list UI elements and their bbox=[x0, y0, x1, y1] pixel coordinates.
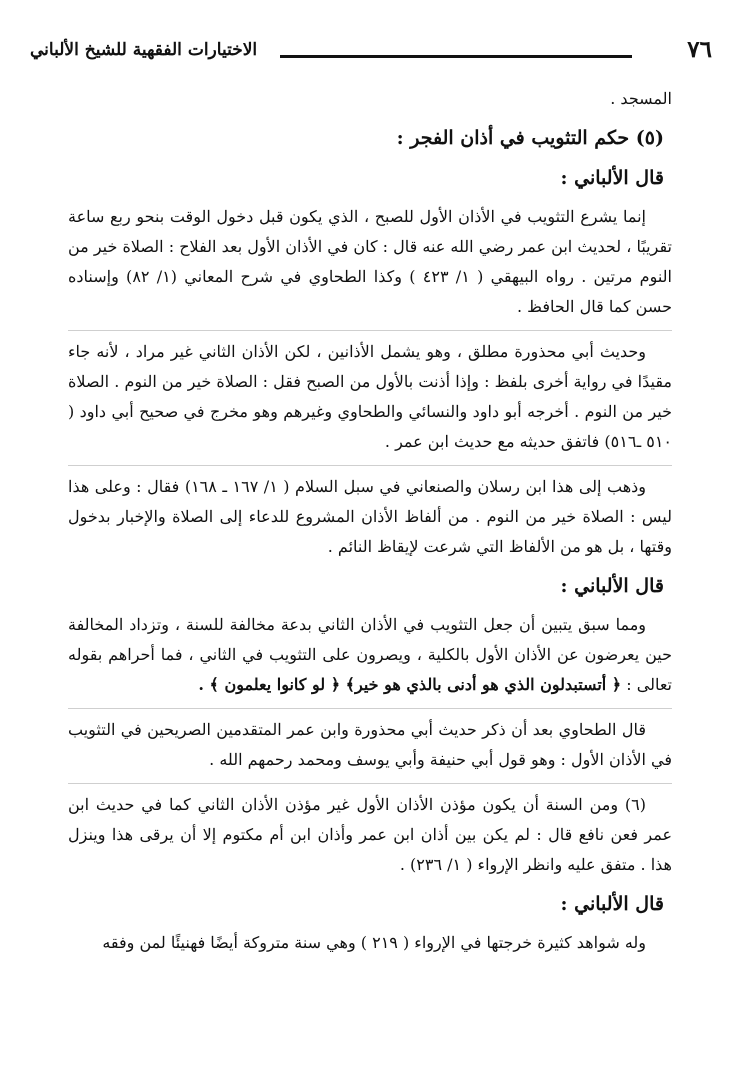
paragraph-4-text: ومما سبق يتبين أن جعل التثويب في الأذان الثاني بدعة مخالفة للسنة ، وتزداد المخالفة حين يعرضون عن الأذان الأول بالكلية ، ويصرون على التثويب في الثاني ، فما أحراهم بقوله تعالى : bbox=[68, 615, 672, 694]
paragraph-7: وله شواهد كثيرة خرجتها في الإرواء ( ٢١٩ ) وهي سنة متروكة أيضًا فهنيئًا لمن وفقه bbox=[102, 933, 646, 952]
separator bbox=[68, 783, 672, 784]
separator bbox=[68, 465, 672, 466]
heading-albani-2: قال الألباني : bbox=[560, 575, 664, 597]
heading-albani-1: قال الألباني : bbox=[560, 167, 664, 189]
separator bbox=[68, 330, 672, 331]
paragraph-3: وذهب إلى هذا ابن رسلان والصنعاني في سبل السلام ( ١/ ١٦٧ ـ ١٦٨) فقال : وعلى هذا ليس : الصلاة خير من النوم . من ألفاظ الأذان المشروع للدعاء إلى الصلاة والإخبار بدخول وقتها ، بل هو من الألفاظ التي شرعت لإيقاظ النائم . bbox=[68, 477, 672, 556]
separator bbox=[68, 708, 672, 709]
paragraph-4 bbox=[68, 610, 672, 700]
quran-quote: ﴿ أتستبدلون الذي هو أدنى بالذي هو خير﴾ ﴿ لو كانوا يعلمون ﴾ . bbox=[198, 675, 622, 694]
page-body bbox=[68, 84, 672, 966]
heading-albani-3: قال الألباني : bbox=[560, 893, 664, 915]
page-number: ٧٦ bbox=[687, 36, 712, 63]
paragraph-top: المسجد . bbox=[610, 89, 672, 108]
paragraph-6: (٦) ومن السنة أن يكون مؤذن الأذان الأول غير مؤذن الأذان الثاني كما في حديث ابن عمر فعن نافع قال : لم يكن بين أذان ابن عمر وأذان ابن أم مكتوم إلا أن يرقى هذا وينزل هذا . متفق عليه وانظر الإرواء ( ١/ ٢٣٦) . bbox=[68, 795, 673, 874]
paragraph-1: إنما يشرع التثويب في الأذان الأول للصبح ، الذي يكون قبل دخول الوقت بنحو ربع ساعة تقريبًا ، لحديث ابن عمر رضي الله عنه قال : كان في الأذان الأول بعد الفلاح : الصلاة خير من النوم مرتين . رواه البيهقي ( ١/ ٤٢٣ ) وكذا الطحاوي في شرح المعاني (١/ ٨٢) وإسناده حسن كما قال الحافظ . bbox=[68, 207, 673, 316]
header-rule bbox=[280, 55, 632, 58]
running-title: الاختيارات الفقهية للشيخ الألباني bbox=[30, 40, 258, 60]
page-header bbox=[30, 34, 712, 74]
section-heading-tathwib: (٥) حكم التثويب في أذان الفجر : bbox=[396, 127, 664, 149]
paragraph-2: وحديث أبي محذورة مطلق ، وهو يشمل الأذانين ، لكن الأذان الثاني غير مراد ، لأنه جاء مقيدًا في رواية أخرى بلفظ : وإذا أذنت بالأول من الصبح فقل : الصلاة خير من النوم . الصلاة خير من النوم . أخرجه أبو داود والنسائي والطحاوي وغيرهم وهو مخرج في صحيح أبي داود ( ٥١٠ ـ٥١٦) فاتفق حديثه مع حديث ابن عمر . bbox=[68, 342, 672, 451]
paragraph-5: قال الطحاوي بعد أن ذكر حديث أبي محذورة وابن عمر المتقدمين الصريحين في التثويب في الأذان الأول : وهو قول أبي حنيفة وأبي يوسف ومحمد رحمهم الله . bbox=[68, 720, 672, 769]
